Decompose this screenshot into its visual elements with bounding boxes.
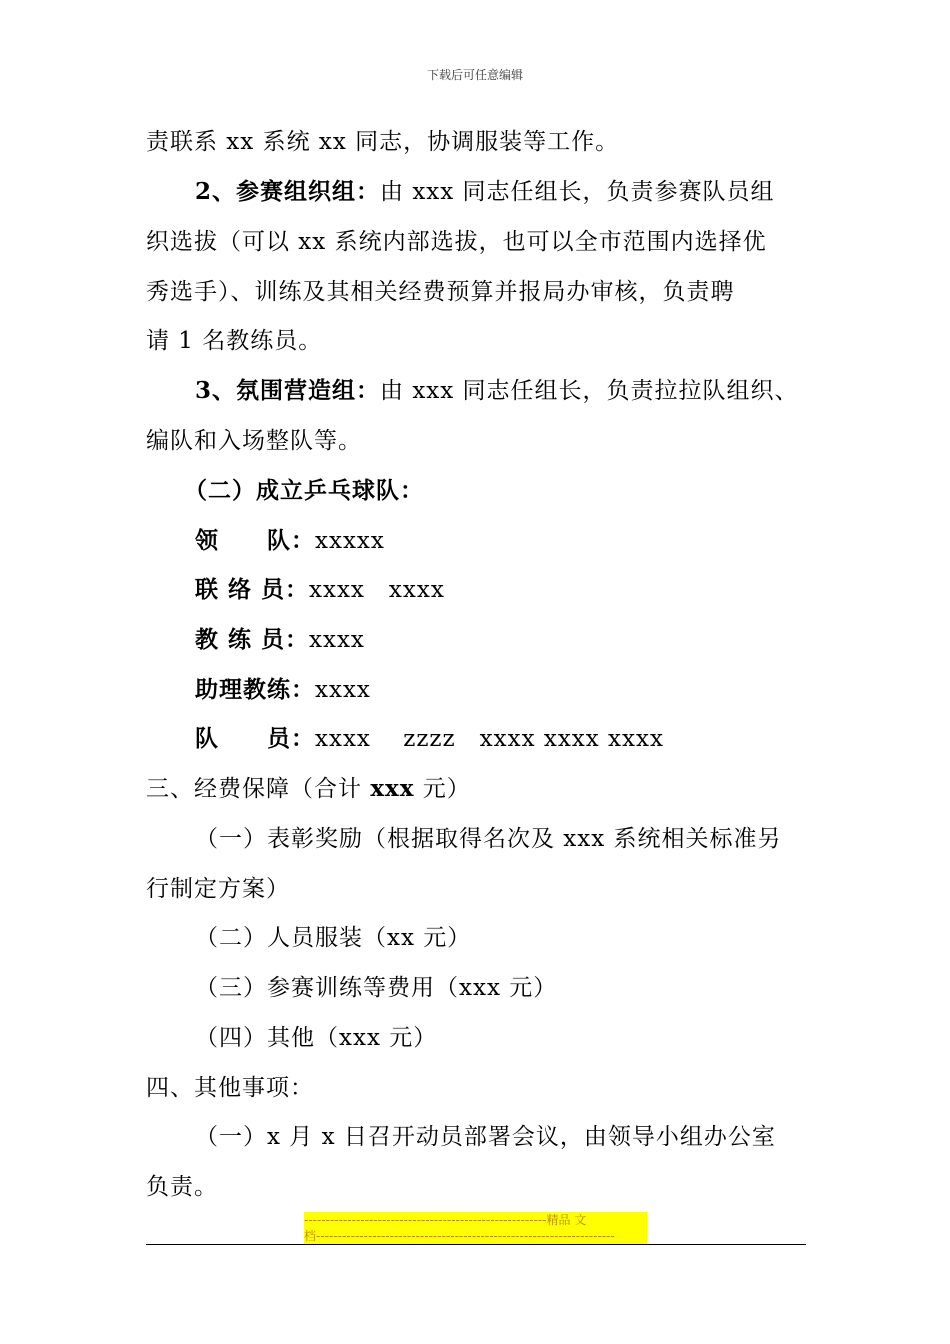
- item-text: 由 xxx 同志任组长，负责参赛队员组: [380, 179, 775, 205]
- section-heading: [146, 774, 471, 804]
- roster-label: 联 络 员：: [195, 576, 310, 603]
- item-heading: 3、氛围营造组：: [195, 377, 381, 404]
- roster-row: [195, 526, 385, 556]
- roster-row: [195, 724, 664, 754]
- paragraph-line: 编队和入场整队等。: [146, 428, 362, 454]
- page-header: 下载后可任意编辑: [426, 68, 523, 82]
- roster-value: xxxx: [309, 627, 365, 653]
- section-heading-text: 三、经费保障（合计: [146, 776, 371, 802]
- roster-value: xxxx zzzz xxxx xxxx xxxx: [315, 726, 664, 752]
- paragraph-line: （一）表彰奖励（根据取得名次及 xxx 系统相关标准另: [195, 826, 782, 852]
- section-heading-unit: 元）: [414, 776, 471, 802]
- roster-value: xxxx xxxx: [309, 577, 445, 603]
- roster-value: xxxx: [315, 677, 371, 703]
- roster-label: 队 员：: [195, 725, 315, 752]
- paragraph-line: （三）参赛训练等费用（xxx 元）: [195, 975, 558, 1001]
- roster-row: [195, 625, 365, 655]
- paragraph-line: 秀选手）、训练及其相关经费预算并报局办审核，负责聘: [146, 279, 735, 305]
- roster-label: 领 队：: [195, 527, 315, 554]
- section-subheading: （二）成立乒乓球队：: [184, 477, 424, 504]
- paragraph-line: [195, 376, 799, 406]
- item-text: 由 xxx 同志任组长，负责拉拉队组织、: [380, 378, 799, 404]
- item-heading: 2、参赛组织组：: [195, 178, 381, 205]
- roster-row: [195, 675, 371, 705]
- paragraph-line: 责联系 xx 系统 xx 同志，协调服装等工作。: [146, 129, 620, 155]
- footer-rule: [146, 1244, 806, 1245]
- roster-label: 教 练 员：: [195, 626, 310, 653]
- paragraph-line: 行制定方案）: [146, 876, 290, 902]
- footer-watermark-line2: 档---------------------------------------------------------------------: [304, 1228, 647, 1244]
- paragraph-line: 请 1 名教练员。: [146, 328, 323, 354]
- paragraph-line: [195, 177, 775, 207]
- roster-value: xxxxx: [315, 528, 385, 554]
- paragraph-line: （四）其他（xxx 元）: [195, 1025, 438, 1051]
- paragraph-line: 负责。: [146, 1174, 218, 1200]
- section-heading: 四、其他事项：: [146, 1075, 314, 1101]
- paragraph-line: 织选拔（可以 xx 系统内部选拔，也可以全市范围内选择优: [146, 229, 767, 255]
- section-heading-amount: xxx: [370, 775, 415, 802]
- paragraph-line: （二）人员服装（xx 元）: [195, 925, 472, 951]
- footer-watermark-line1: --------------------------------------------------------精品 文: [304, 1212, 647, 1228]
- roster-label: 助理教练：: [195, 676, 315, 703]
- paragraph-line: （一）x 月 x 日召开动员部署会议，由领导小组办公室: [195, 1124, 776, 1150]
- roster-row: [195, 575, 445, 605]
